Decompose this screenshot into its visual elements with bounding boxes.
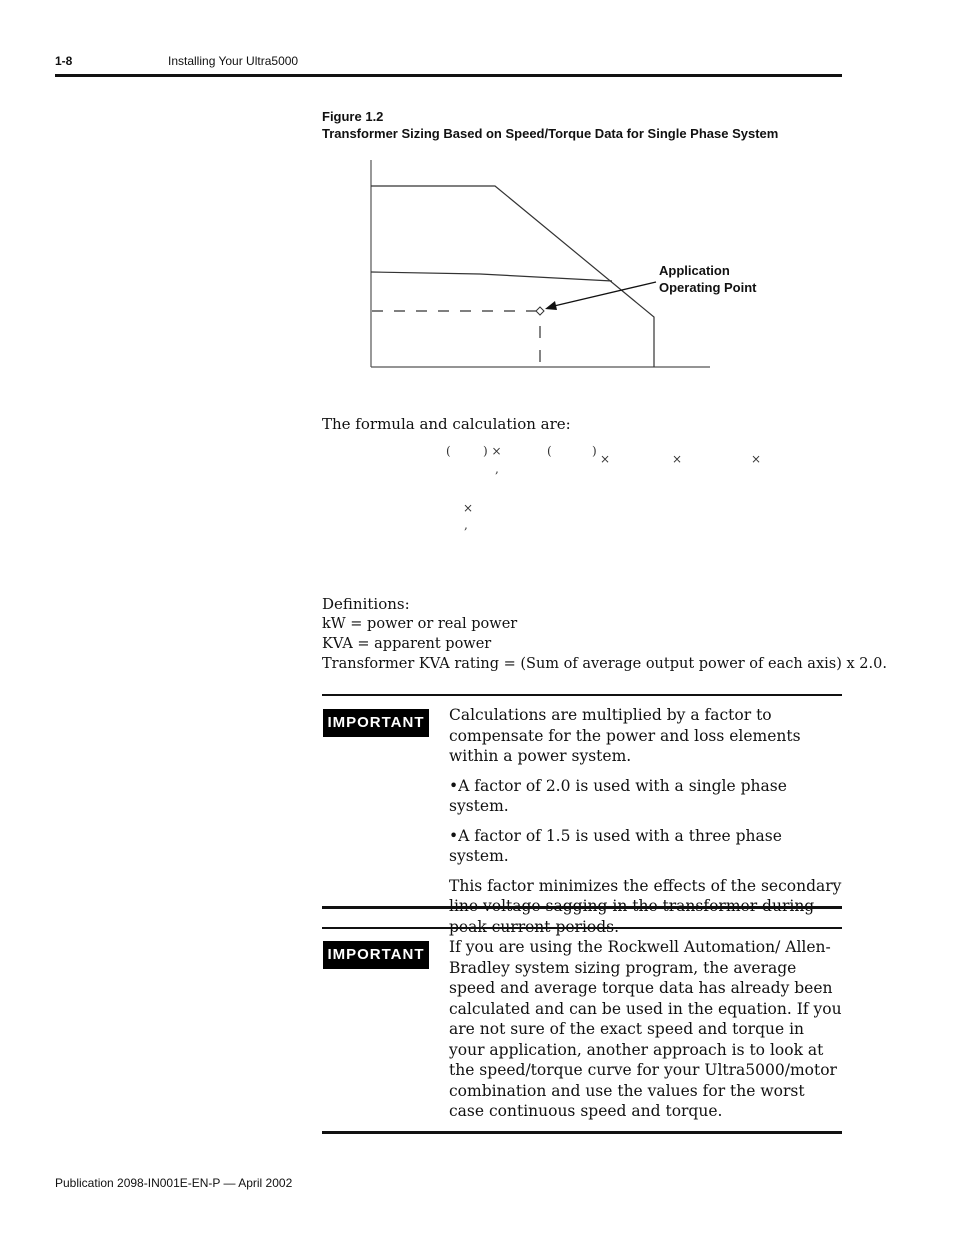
important-note-factor	[449, 705, 842, 946]
formula-symbol: ×	[600, 452, 611, 466]
formula-symbol: ,	[495, 462, 499, 476]
formula-symbol: (	[547, 444, 552, 458]
note-top-rule	[322, 694, 842, 696]
callout-arrowhead	[545, 301, 557, 310]
annotation-line-2: Operating Point	[659, 280, 757, 295]
page-number: 1-8	[55, 54, 73, 68]
chapter-title: Installing Your Ultra5000	[168, 54, 299, 68]
important-note-sizing-program	[449, 937, 842, 1131]
publication-footer: Publication 2098-IN001E-EN-P — April 2002	[55, 1176, 293, 1190]
formula-symbol: ) ×	[483, 444, 502, 458]
formula-intro: The formula and calculation are:	[322, 415, 571, 433]
speed-torque-diagram	[0, 0, 954, 400]
note-top-rule	[322, 927, 842, 929]
definition-kva: KVA = apparent power	[322, 636, 492, 652]
formula-symbol: ,	[464, 518, 468, 532]
figure-title: Transformer Sizing Based on Speed/Torque Data for Single Phase System	[322, 126, 779, 141]
operating-point-marker	[536, 307, 544, 315]
note-paragraph: This factor minimizes the effects of the secondary	[449, 876, 842, 895]
annotation-line-1: Application	[659, 263, 730, 278]
formula-symbol: (	[446, 444, 451, 458]
operating-point-annotation	[659, 262, 757, 296]
important-badge: IMPORTANT	[323, 941, 429, 969]
formula-symbol: ×	[463, 501, 474, 515]
definition-kw: kW = power or real power	[322, 616, 518, 632]
note-bullet-single-phase: •A factor of 2.0 is used with a single phase system.	[449, 776, 787, 815]
note-bullet-three-phase: •A factor of 1.5 is used with a three phase system.	[449, 826, 782, 865]
intermittent-torque-curve	[371, 186, 654, 367]
definition-transformer-rating: Transformer KVA rating = (Sum of average output power of each axis) x 2.0.	[322, 656, 887, 672]
note-bottom-rule	[322, 906, 842, 909]
definitions-heading: Definitions:	[322, 595, 410, 613]
note-bottom-rule	[322, 1131, 842, 1134]
callout-arrow	[554, 282, 656, 306]
figure-number: Figure 1.2	[322, 109, 384, 124]
formula-symbol: )	[592, 444, 597, 458]
important-badge: IMPORTANT	[323, 709, 429, 737]
note-paragraph: Calculations are multiplied by a factor to compensate for the power and loss elements within a power system.	[449, 706, 801, 765]
formula-symbol: ×	[751, 452, 762, 466]
note-paragraph: If you are using the Rockwell Automation/ Allen-Bradley system sizing program, the average speed and average torque data has already been calculated and can be used in the equation. If you are not sure of the exact speed and torque in your application, another approach is to look at the speed/torque curve for your Ultra5000/motor combination and use the values for the worst case continuous speed and torque.	[449, 938, 842, 1120]
continuous-torque-curve	[371, 272, 612, 281]
formula-symbol: ×	[672, 452, 683, 466]
